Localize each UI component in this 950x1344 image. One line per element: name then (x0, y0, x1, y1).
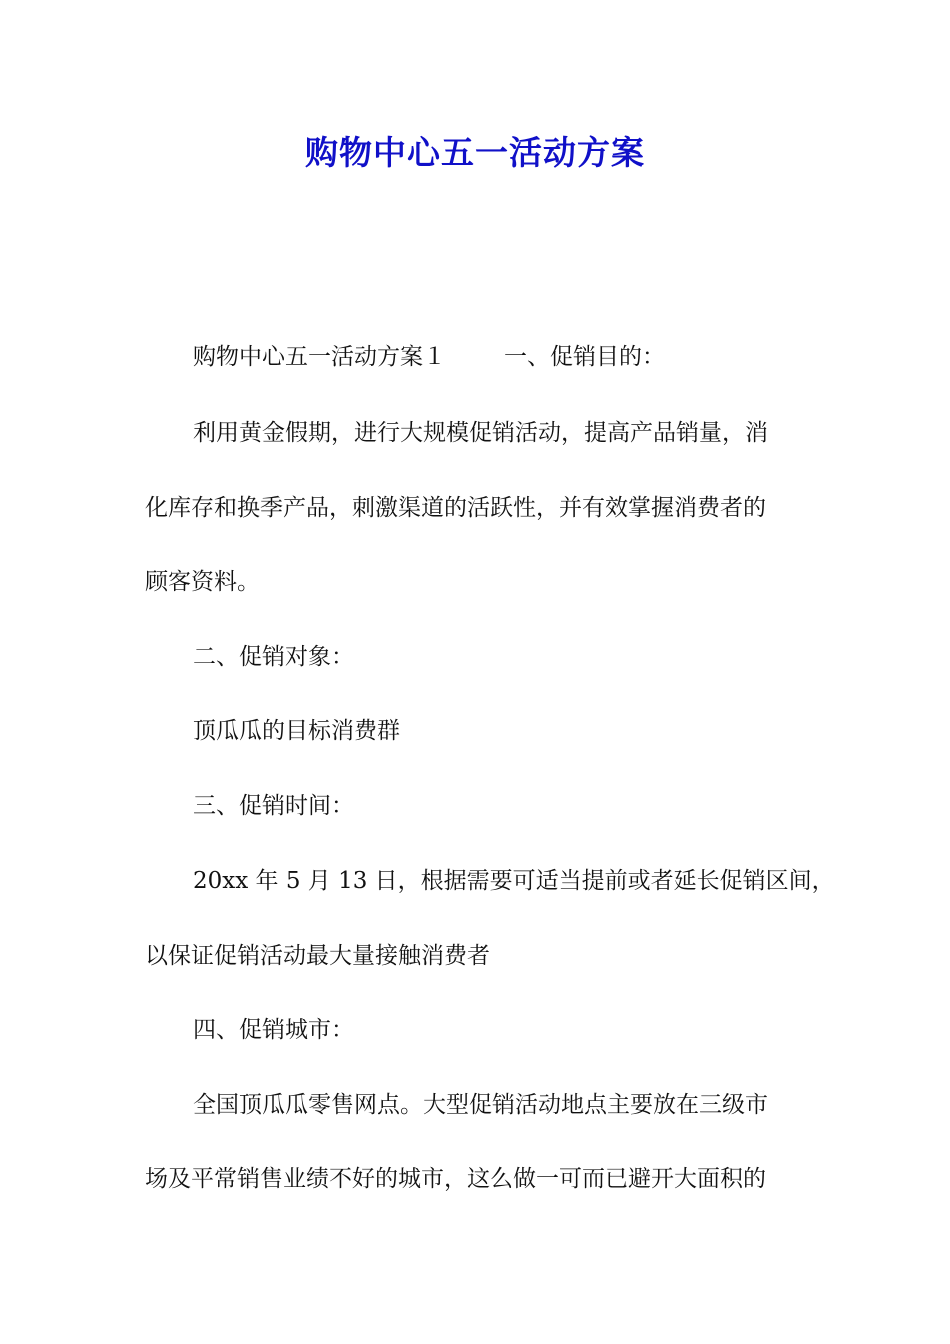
section-heading: 四、促销城市： (193, 1017, 354, 1043)
section-heading: 三、促销时间： (193, 793, 354, 819)
section-heading-prefix: 购物中心五一活动方案１ (193, 344, 446, 370)
paragraph-line: 场及平常销售业绩不好的城市，这么做一可而已避开大面积的 (145, 1166, 766, 1192)
paragraph-line: 化库存和换季产品，刺激渠道的活跃性，并有效掌握消费者的 (145, 495, 766, 521)
paragraph-line: 全国顶瓜瓜零售网点。大型促销活动地点主要放在三级市 (193, 1092, 768, 1118)
section-heading: 一、促销目的： (504, 344, 665, 370)
document-title: 购物中心五一活动方案 (305, 133, 645, 172)
paragraph-line: 利用黄金假期，进行大规模促销活动，提高产品销量，消 (193, 420, 768, 446)
paragraph-line: 顾客资料。 (145, 569, 260, 595)
paragraph-line: 顶瓜瓜的目标消费群 (193, 718, 400, 744)
paragraph-line: 以保证促销活动最大量接触消费者 (145, 943, 490, 969)
section-heading: 二、促销对象： (193, 644, 354, 670)
paragraph-line: 20xx 年 5 月 13 日，根据需要可适当提前或者延长促销区间， (193, 868, 835, 894)
paragraph-line (0, 341, 950, 373)
